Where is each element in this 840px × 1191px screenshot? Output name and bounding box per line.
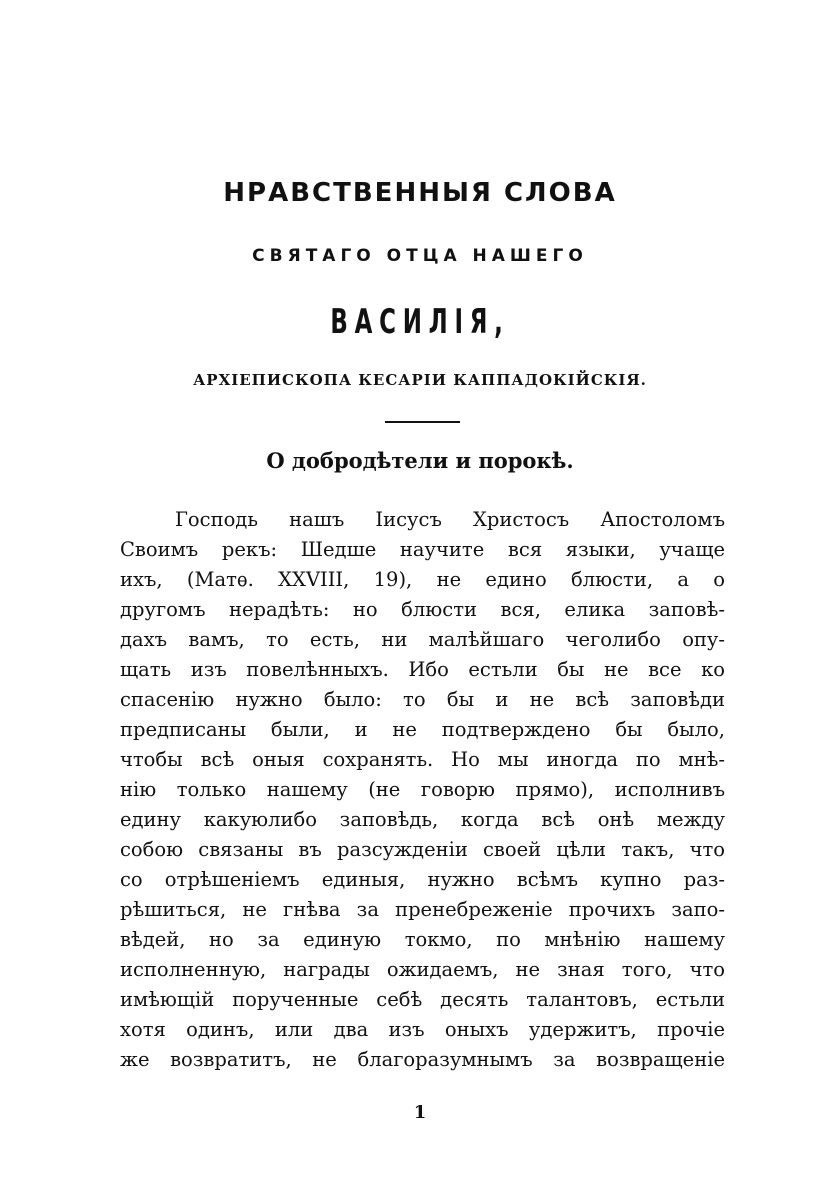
text-line: предписаны были, и не подтверждено бы было, [120,718,725,741]
author-name: ВАСИЛІЯ, [330,302,510,342]
text-line: дахъ вамъ, то есть, ни малѣйшаго чеголибо опу- [120,628,725,651]
text-line: собою связаны въ разсужденіи своей цѣли такъ, что [120,838,725,861]
text-line: Господь нашъ Іисусъ Христосъ Апостоломъ [175,508,725,531]
text-line: же возвратитъ, не благоразумнымъ за возвращеніе [120,1048,725,1071]
text-line: со отрѣшеніемъ единыя, нужно всѣмъ купно раз- [120,868,725,891]
divider-rule [385,421,460,423]
text-line: имѣющій порученные себѣ десять талантовъ, естьли [120,988,725,1011]
text-line: хотя одинъ, или два изъ оныхъ удержитъ, прочіе [120,1018,725,1041]
text-line: нію только нашему (не говорю прямо), исполнивъ [120,778,725,801]
text-line: рѣшиться, не гнѣва за пренебреженіе прочихъ запо- [120,898,725,921]
text-line: Своимъ рекъ: Шедше научите вся языки, учаще [120,538,725,561]
text-line: другомъ нерадѣть: но блюсти вся, елика заповѣ- [120,598,725,621]
text-line: спасенію нужно было: то бы и не всѣ заповѣди [120,688,725,711]
text-line: едину какуюлибо заповѣдь, когда всѣ онѣ между [120,808,725,831]
text-line: чтобы всѣ оныя сохранять. Но мы иногда по мнѣ- [120,748,725,771]
text-line: вѣдей, но за единую токмо, по мнѣнію нашему [120,928,725,951]
text-line: ихъ, (Матѳ. XXVIII, 19), не едино блюсти, а о [120,568,725,591]
author-rank: АРХІЕПИСКОПА КЕСАРІИ КАППАДОКІЙСКІЯ. [193,371,647,389]
text-line: исполненную, награды ожидаемъ, не зная того, что [120,958,725,981]
text-line: щать изъ повелѣнныхъ. Ибо естьли бы не все ко [120,658,725,681]
page-title: НРАВСТВЕННЫЯ СЛОВА [223,178,617,208]
page-subtitle: СВЯТАГО ОТЦА НАШЕГО [252,246,588,266]
section-title: О добродѣтели и порокѣ. [266,448,574,473]
page-number: 1 [413,1102,427,1123]
body-text [120,505,725,1075]
